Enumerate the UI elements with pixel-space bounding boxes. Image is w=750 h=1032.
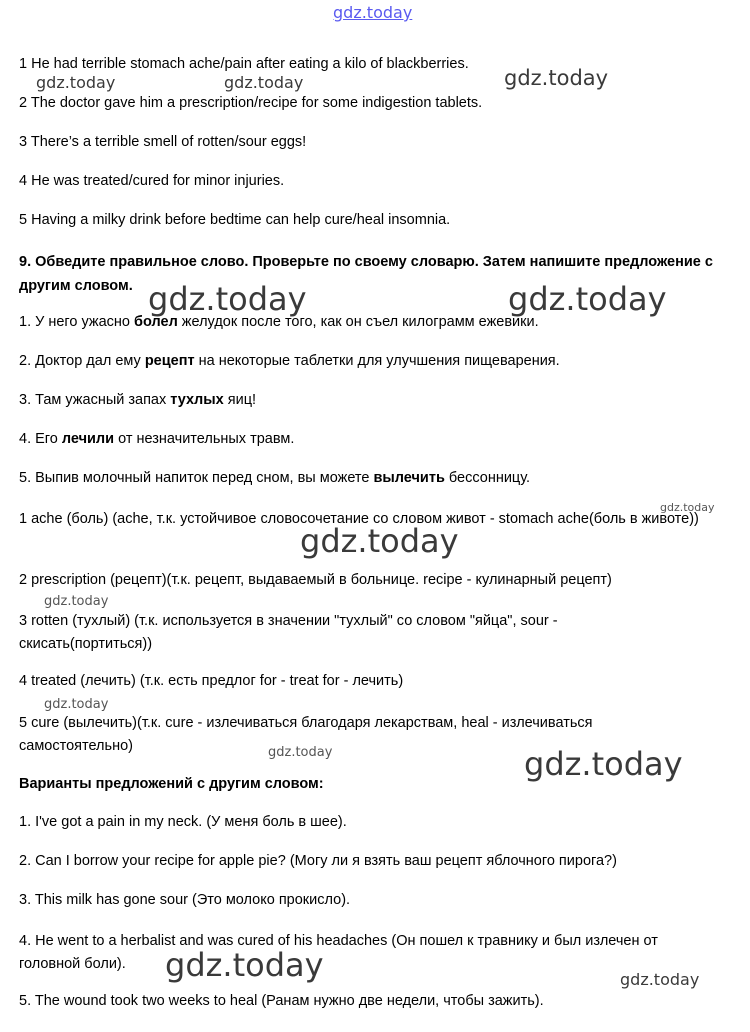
variant-1: 1. I've got a pain in my neck. (У меня боль в шее). [19,814,347,830]
translation-text: на некоторые таблетки для улучшения пищеварения. [194,353,560,369]
watermark: gdz.today [620,970,700,989]
variant-4: 4. He went to a herbalist and was cured of his headaches (Он пошел к травнику и был излечен от головной боли). [19,933,658,972]
translation-3 [19,391,256,410]
translation-keyword: рецепт [144,353,195,369]
explanation-1: 1 ache (боль) (ache, т.к. устойчивое словосочетание со словом живот - stomach ache(боль в животе)) [19,511,699,527]
translation-2 [19,352,560,371]
watermark: gdz.today [268,745,333,760]
watermark: gdz.today [44,697,109,712]
english-sentence-3: 3 There’s a terrible smell of rotten/sour eggs! [19,134,307,150]
header-watermark-link[interactable]: gdz.today [333,3,413,22]
watermark: gdz.today [224,73,304,92]
english-sentence-5: 5 Having a milky drink before bedtime can help cure/heal insomnia. [19,212,451,228]
translation-text: желудок после того, как он съел килограмм ежевики. [177,314,539,330]
translation-keyword: вылечить [373,470,445,486]
explanation-3: 3 rotten (тухлый) (т.к. используется в значении "тухлый" со словом "яйца", sour - скисать(портиться)) [19,613,558,652]
explanation-4: 4 treated (лечить) (т.к. есть предлог for - treat for - лечить) [19,673,404,689]
translation-4 [19,430,294,449]
watermark: gdz.today [36,73,116,92]
watermark: gdz.today [660,501,715,514]
translation-text: бессонницу. [444,470,531,486]
variant-5: 5. The wound took two weeks to heal (Ранам нужно две недели, чтобы зажить). [19,993,544,1009]
watermark: gdz.today [44,594,109,609]
english-sentence-4: 4 He was treated/cured for minor injuries. [19,173,285,189]
translation-keyword: тухлых [170,392,224,408]
translation-5 [19,469,530,488]
english-sentence-1: 1 He had terrible stomach ache/pain after eating a kilo of blackberries. [19,56,469,72]
watermark: gdz.today [148,280,307,318]
task-number: 9. [19,254,32,270]
translation-text: 5. Выпив молочный напиток перед сном, вы можете [19,470,374,486]
translation-text: 1. У него ужасно [19,314,135,330]
watermark: gdz.today [165,946,324,984]
translation-text: яиц! [223,392,257,408]
explanation-2: 2 prescription (рецепт)(т.к. рецепт, выдаваемый в больнице. recipe - кулинарный рецепт) [19,572,612,588]
translation-text: 4. Его [19,431,62,447]
translation-keyword: лечили [61,431,115,447]
task-text: Обведите правильное слово. Проверьте по своему словарю. Затем напишите предложение с другим словом. [19,254,713,294]
explanation-5: 5 cure (вылечить)(т.к. cure - излечиваться благодаря лекарствам, heal - излечиваться самостоятельно) [19,715,593,754]
translation-text: от незначительных травм. [114,431,295,447]
translation-text: 2. Доктор дал ему [19,353,145,369]
translation-keyword: болел [134,314,178,330]
translation-text: 3. Там ужасный запах [19,392,171,408]
variant-3: 3. This milk has gone sour (Это молоко прокисло). [19,892,351,908]
watermark: gdz.today [300,522,459,560]
watermark: gdz.today [524,745,683,783]
watermark: gdz.today [504,66,609,90]
english-sentence-2: 2 The doctor gave him a prescription/recipe for some indigestion tablets. [19,95,483,111]
variants-heading: Варианты предложений с другим словом: [19,776,324,792]
variant-2: 2. Can I borrow your recipe for apple pie? (Могу ли я взять ваш рецепт яблочного пирога?) [19,853,617,869]
watermark: gdz.today [508,280,667,318]
